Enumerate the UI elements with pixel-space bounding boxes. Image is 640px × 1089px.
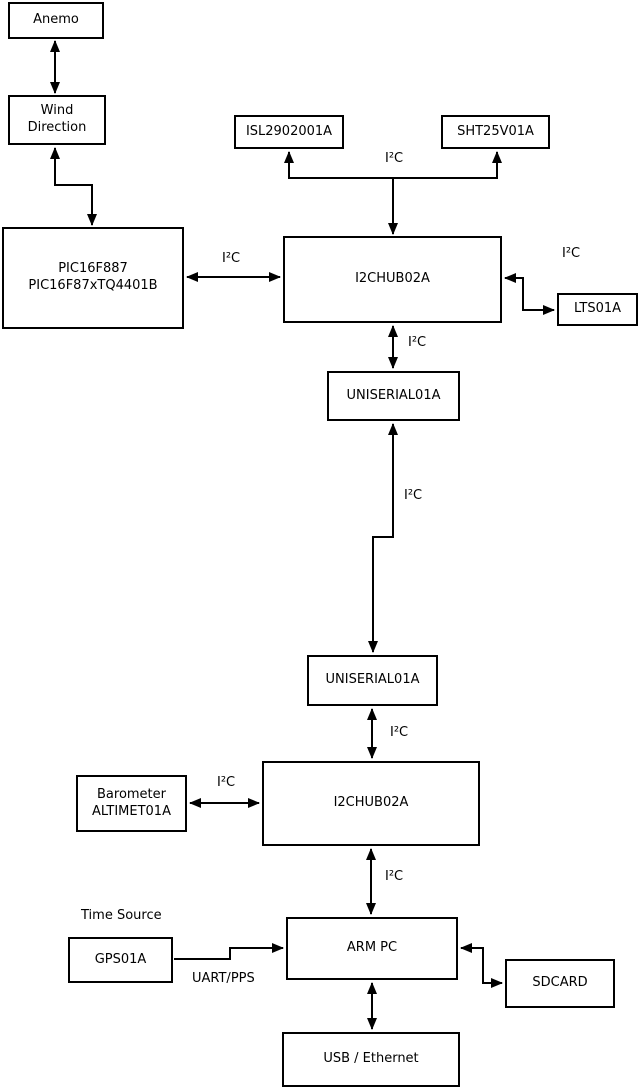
- node-gps: GPS01A: [68, 937, 173, 983]
- connector-gps-armpc: [174, 948, 283, 959]
- i2c-label-sensor-bus: I²C: [385, 151, 404, 166]
- node-wind-direction: Wind Direction: [8, 95, 106, 145]
- connector-hub1-lts: [505, 278, 554, 310]
- node-sdcard: SDCARD: [505, 959, 615, 1008]
- node-i2c-hub-top: I2CHUB02A: [283, 236, 502, 323]
- connector-armpc-sdcard: [461, 948, 502, 983]
- node-arm-pc: ARM PC: [286, 917, 458, 980]
- i2c-label-hub-uniserial: I²C: [408, 335, 427, 350]
- node-barometer: Barometer ALTIMET01A: [76, 775, 187, 832]
- time-source-label: Time Source: [81, 908, 162, 923]
- node-usb-ethernet: USB / Ethernet: [282, 1032, 460, 1087]
- connector-wind-pic: [55, 148, 92, 225]
- node-uniserial-top: UNISERIAL01A: [327, 371, 460, 421]
- node-uniserial-bottom: UNISERIAL01A: [307, 655, 438, 706]
- node-i2c-hub-bottom: I2CHUB02A: [262, 761, 480, 846]
- i2c-label-hub2-armpc: I²C: [385, 869, 404, 884]
- i2c-label-uniserial-link: I²C: [404, 488, 423, 503]
- node-lts-temp-sensor: LTS01A: [557, 293, 638, 326]
- i2c-label-hub-lts: I²C: [562, 246, 581, 261]
- node-isl-light-sensor: ISL2902001A: [234, 115, 344, 149]
- i2c-label-barometer-hub2: I²C: [217, 775, 236, 790]
- node-anemometer: Anemo: [8, 2, 104, 39]
- node-sht-humidity-sensor: SHT25V01A: [441, 115, 550, 149]
- uart-pps-label: UART/PPS: [192, 971, 255, 986]
- i2c-label-pic-hub: I²C: [222, 251, 241, 266]
- connector-uniserial-top-bottom: [373, 424, 393, 652]
- node-pic-microcontroller: PIC16F887 PIC16F87xTQ4401B: [2, 227, 184, 329]
- i2c-label-uniserial-hub2: I²C: [390, 725, 409, 740]
